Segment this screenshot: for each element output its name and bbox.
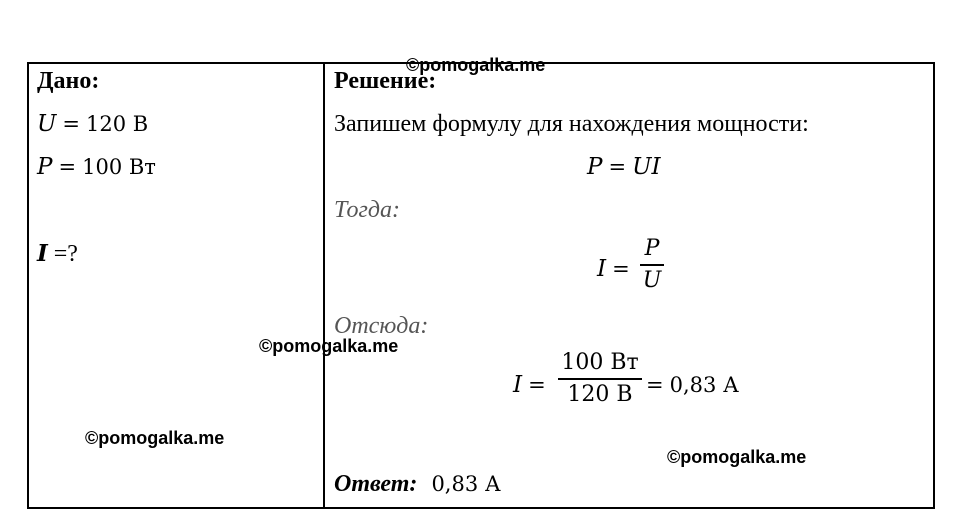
watermark-right: ©pomogalka.me	[667, 447, 807, 467]
fraction-denominator: U	[642, 268, 662, 293]
voltage-value: 120 В	[86, 112, 149, 136]
calc-equals: =	[528, 373, 546, 397]
fraction-numerator: P	[644, 236, 660, 261]
power-symbol: P	[37, 154, 53, 180]
voltage-equals: =	[62, 112, 80, 136]
watermark-left: ©pomogalka.me	[85, 428, 225, 448]
calc-equals-second: =	[646, 373, 664, 397]
formula-current-fraction	[640, 236, 664, 294]
calc-result	[646, 371, 739, 399]
answer-line	[334, 470, 501, 498]
power-equals: =	[58, 155, 77, 179]
given-power	[37, 153, 156, 181]
formula-power-equals: =	[608, 155, 627, 179]
calc-symbol: I	[513, 372, 523, 398]
formula-current-equals: =	[612, 257, 630, 281]
formula-power-rhs: UI	[632, 154, 661, 180]
column-divider	[323, 62, 325, 509]
answer-label: Ответ:	[334, 471, 418, 497]
calc-denominator: 120 В	[567, 382, 633, 407]
fraction-bar	[640, 264, 664, 266]
calc-result-value: 0,83 А	[669, 373, 739, 397]
calc-numerator: 100 Вт	[561, 350, 639, 375]
calc-fraction	[558, 350, 642, 408]
hence-label: Отсюда:	[334, 313, 429, 339]
voltage-symbol: U	[37, 111, 57, 137]
given-heading: Дано:	[37, 68, 100, 94]
solution-heading: Решение:	[334, 68, 437, 94]
unknown-mark: =?	[53, 241, 78, 267]
solution-intro: Запишем формулу для нахождения мощности:	[334, 111, 809, 137]
calc-lhs	[513, 371, 546, 399]
answer-value: 0,83 А	[431, 472, 501, 496]
formula-power	[587, 153, 661, 181]
then-label: Тогда:	[334, 197, 400, 223]
given-voltage	[37, 110, 148, 138]
power-value: 100 Вт	[82, 155, 156, 179]
formula-current-symbol: I	[597, 256, 607, 282]
formula-current-lhs	[597, 255, 630, 283]
watermark-top: ©pomogalka.me	[406, 55, 546, 75]
watermark-middle: ©pomogalka.me	[259, 336, 399, 356]
current-symbol: I	[37, 240, 48, 267]
calc-bar	[558, 378, 642, 380]
formula-power-lhs: P	[587, 154, 603, 180]
given-unknown	[37, 240, 78, 268]
